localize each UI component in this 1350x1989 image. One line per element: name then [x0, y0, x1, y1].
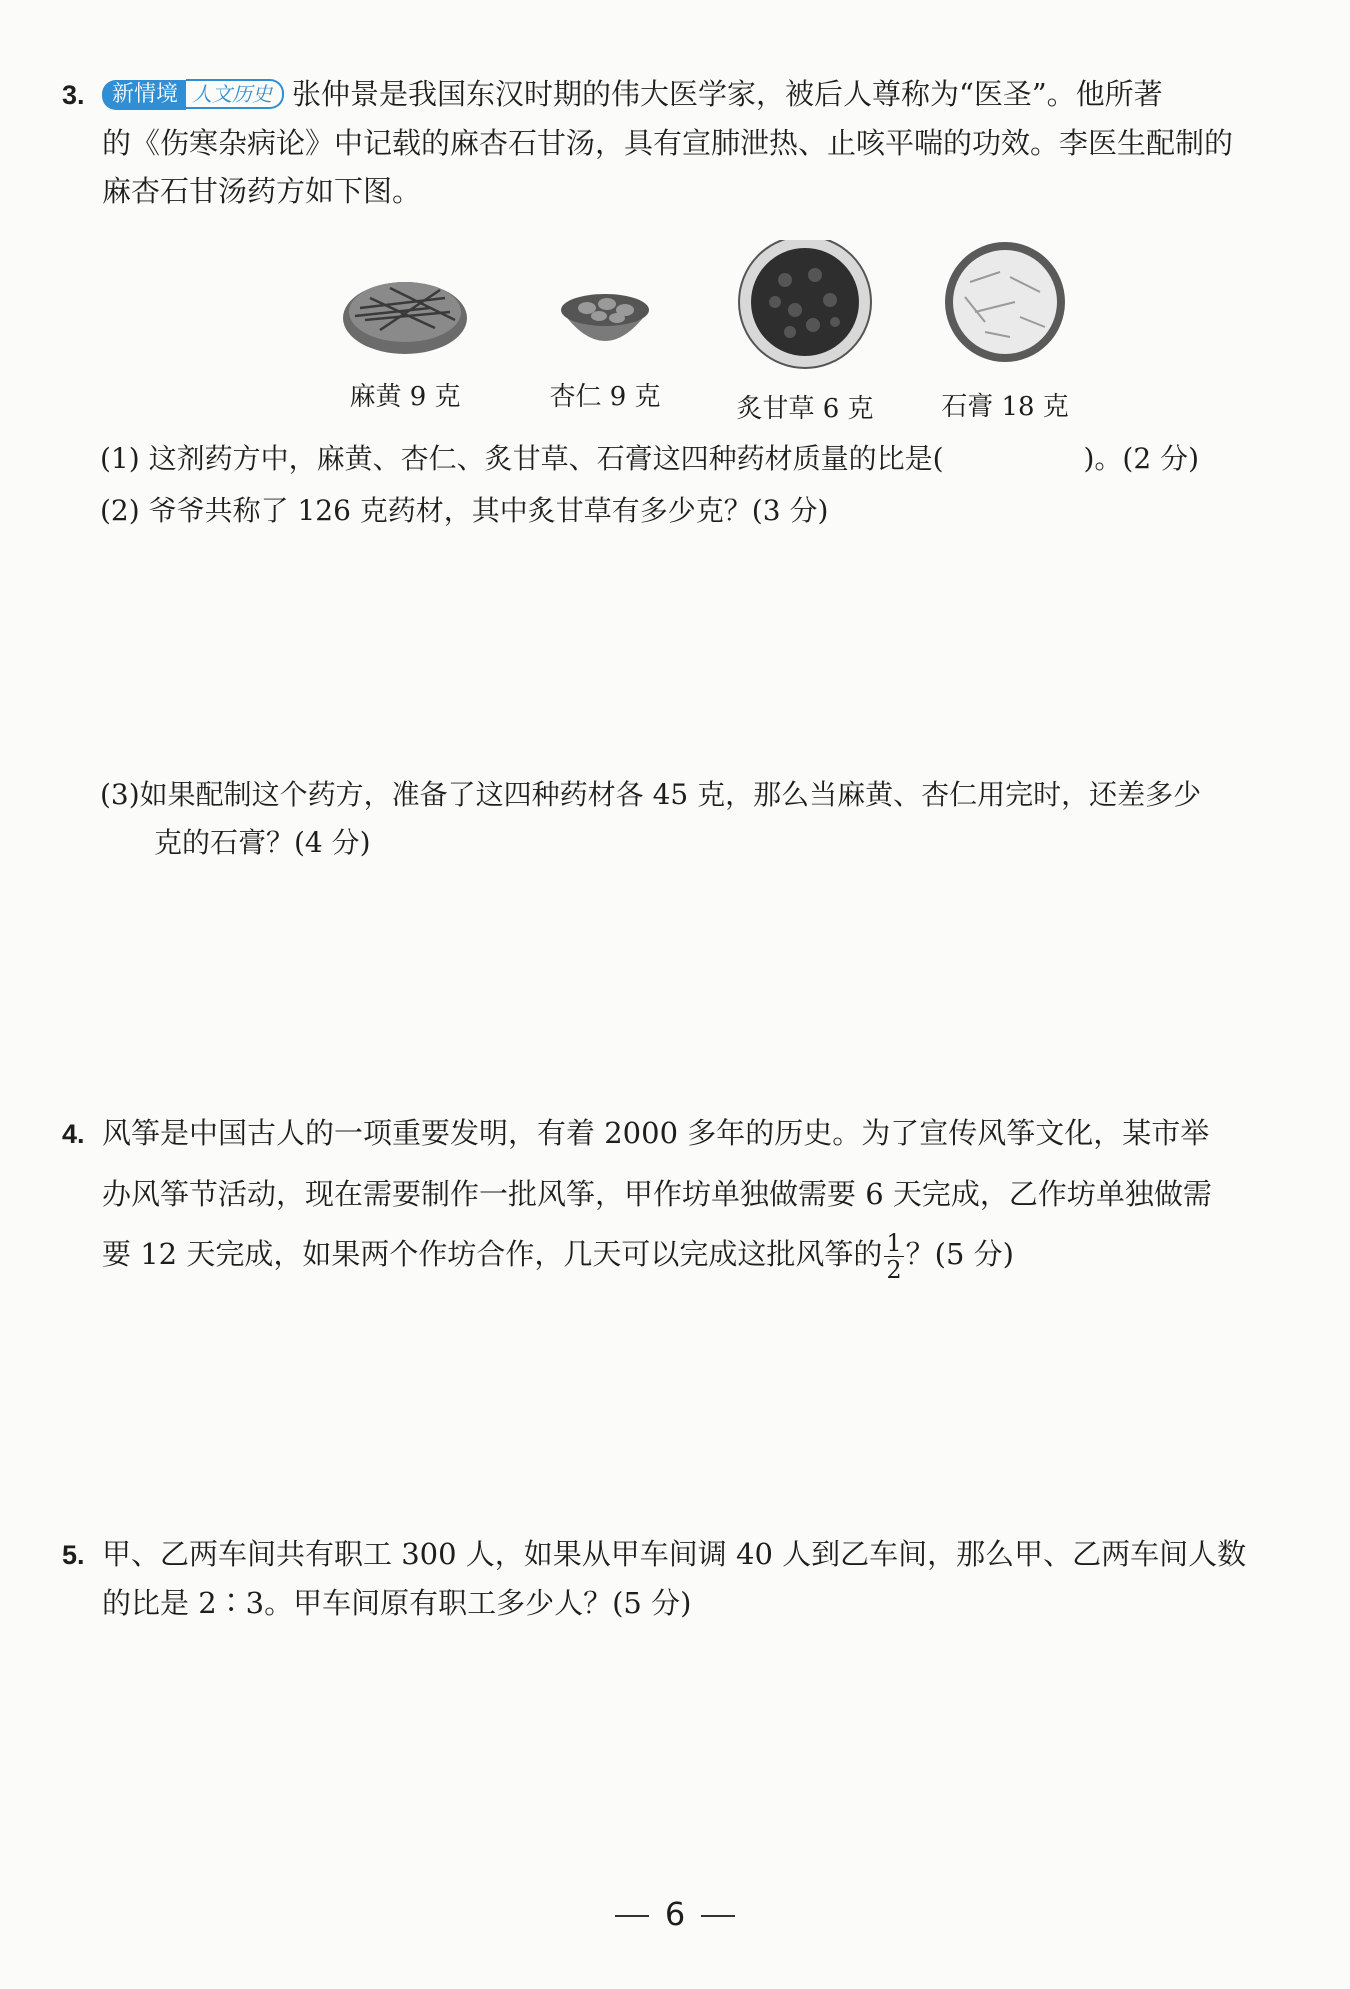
fraction-numerator: 1	[886, 1228, 902, 1257]
question-number: 3.	[62, 80, 85, 110]
question-4	[62, 1103, 1302, 1284]
question-text-line2: 的《伤寒杂病论》中记载的麻杏石甘汤，具有宣肺泄热、止咳平喘的功效。李医生配制的	[102, 126, 1234, 160]
herb-item-apricot-kernel	[520, 282, 690, 413]
question-text-line2: 办风筝节活动，现在需要制作一批风筝，甲作坊单独做需要 6 天完成，乙作坊单独做需	[102, 1177, 1212, 1211]
question-3-part-2: (2) 爷爷共称了 126 克药材，其中炙甘草有多少克？(3 分)	[100, 494, 829, 527]
page-number-text: 6	[664, 1895, 686, 1933]
licorice-bowl-icon	[735, 240, 875, 370]
herb-figure	[320, 240, 1120, 430]
part-3-line1: (3)如果配制这个药方，准备了这四种药材各 45 克，那么当麻黄、杏仁用完时，还差多少	[100, 778, 1202, 811]
herb-item-ephedra	[320, 268, 490, 413]
topic-tag: 人文历史	[186, 79, 284, 109]
ephedra-bowl-icon	[340, 268, 470, 358]
question-text-line1: 风筝是中国古人的一项重要发明，有着 2000 多年的历史。为了宣传风筝文化，某市举	[102, 1116, 1210, 1150]
part-3-line2: 克的石膏？(4 分)	[154, 826, 371, 859]
part-1-text: (1) 这剂药方中，麻黄、杏仁、炙甘草、石膏这四种药材质量的比是(	[100, 442, 944, 475]
question-text-line1: 张仲景是我国东汉时期的伟大医学家，被后人尊称为“医圣”。他所著	[292, 77, 1163, 111]
dash-left	[615, 1915, 649, 1917]
question-text-line2: 的比是 2∶3。甲车间原有职工多少人？(5 分)	[102, 1586, 692, 1620]
new-context-tag: 新情境	[102, 80, 186, 110]
question-text-line1: 甲、乙两车间共有职工 300 人，如果从甲车间调 40 人到乙车间，那么甲、乙两车间人数	[102, 1537, 1247, 1571]
question-3-part-1	[100, 435, 1300, 483]
page-number	[0, 1895, 1350, 1933]
herb-item-gypsum	[920, 242, 1090, 423]
question-3-part-3	[100, 771, 1300, 867]
gypsum-bowl-icon	[940, 242, 1070, 368]
apricot-kernel-bowl-icon	[555, 282, 655, 358]
herb-caption: 麻黄 9 克	[349, 382, 461, 412]
question-text-line3: 麻杏石甘汤药方如下图。	[102, 174, 422, 208]
question-number: 4.	[62, 1119, 85, 1149]
part-1-score: )。(2 分)	[1083, 442, 1199, 475]
herb-caption: 石膏 18 克	[941, 392, 1069, 422]
dash-right	[701, 1915, 735, 1917]
fraction-denominator: 2	[886, 1255, 902, 1284]
question-5	[62, 1530, 1302, 1627]
herb-caption: 杏仁 9 克	[549, 382, 661, 412]
fraction-one-half	[884, 1230, 903, 1283]
line3-score: ？(5 分)	[905, 1237, 1014, 1271]
question-3	[62, 70, 1302, 215]
question-number: 5.	[62, 1540, 85, 1570]
herb-item-licorice	[720, 240, 890, 425]
line3-text: 要 12 天完成，如果两个作坊合作，几天可以完成这批风筝的	[102, 1237, 883, 1271]
herb-caption: 炙甘草 6 克	[736, 394, 874, 424]
question-text-line3	[62, 1224, 1302, 1284]
